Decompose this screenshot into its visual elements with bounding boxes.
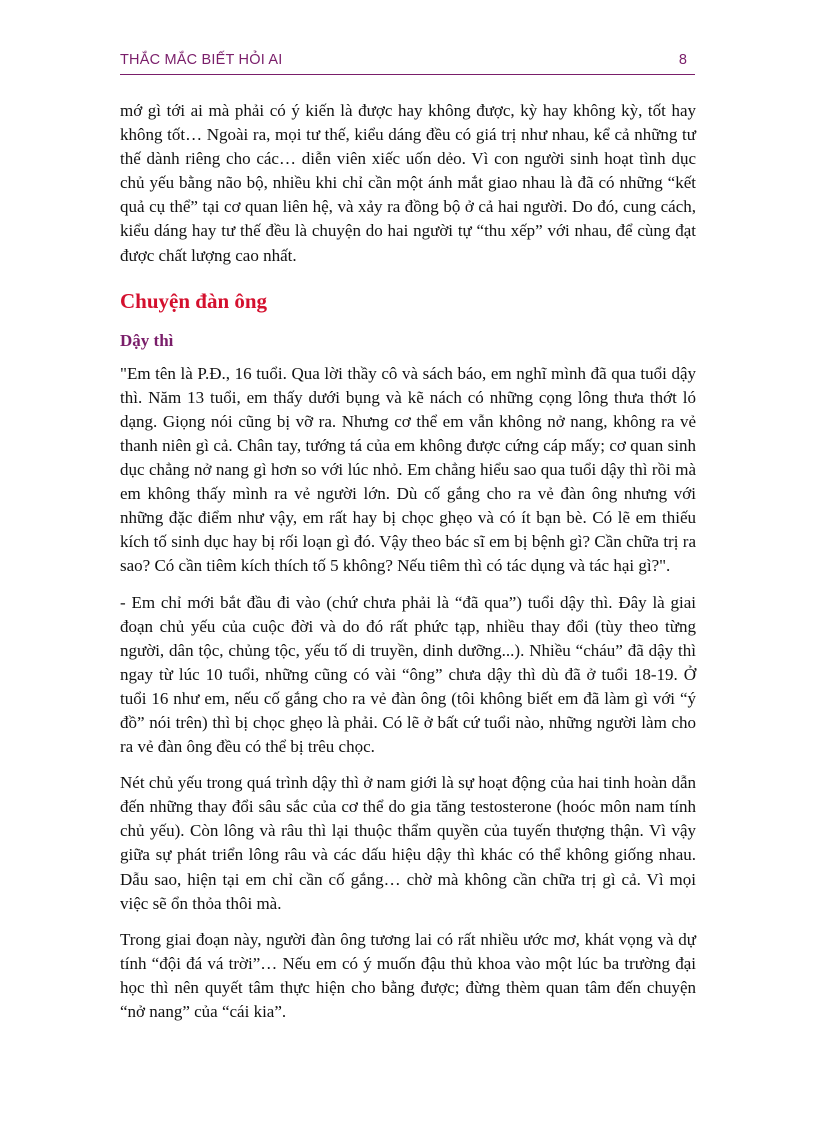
page-number: 8 [678, 52, 687, 68]
page-body [120, 99, 696, 1024]
running-header [120, 50, 695, 75]
intro-paragraph: mớ gì tới ai mà phải có ý kiến là được hay không được, kỳ hay không kỳ, tốt hay không tốt… Ngoài ra, mọi tư thế, kiểu dáng đều có giá trị như nhau, kể cả những tư thế dành riêng cho các… diễn viên xiếc uốn dẻo. Vì con người sinh hoạt tình dục chủ yếu bằng não bộ, nhiều khi chỉ cần một ánh mắt giao nhau là đã có những “kết quả cụ thể” tại cơ quan liên hệ, và xảy ra đồng bộ ở cả hai người. Do đó, cung cách, kiểu dáng hay tư thế đều là chuyện do hai người tự “thu xếp” với nhau, để cùng đạt được chất lượng cao nhất. [120, 101, 696, 265]
body-paragraph: Trong giai đoạn này, người đàn ông tương lai có rất nhiều ước mơ, khát vọng và dự tính “đội đá vá trời”… Nếu em có ý muốn đậu thủ khoa vào một lúc ba trường đại học thì nên quyết tâm thực hiện cho bằng được; đừng thèm quan tâm đến chuyện “nở nang” của “cái kia”. [120, 929, 696, 1021]
running-header-title: THẮC MẮC BIẾT HỎI AI [120, 52, 283, 68]
subsection-heading: Dậy thì [120, 330, 174, 350]
body-paragraph: Nét chủ yếu trong quá trình dậy thì ở nam giới là sự hoạt động của hai tinh hoàn dẫn đến những thay đổi sâu sắc của cơ thể do gia tăng testosterone (hoóc môn nam tính chủ yếu). Còn lông và râu thì lại thuộc thẩm quyền của tuyến thượng thận. Vì vậy giữa sự phát triển lông râu và các dấu hiệu dậy thì khác có thể không giống nhau. Dẫu sao, hiện tại em chỉ cần cố gắng… chờ mà không cần chữa trị gì cả. Vì mọi việc sẽ ổn thỏa thôi mà. [120, 773, 696, 913]
section-heading: Chuyện đàn ông [120, 288, 268, 313]
question-paragraph: "Em tên là P.Đ., 16 tuổi. Qua lời thầy cô và sách báo, em nghĩ mình đã qua tuổi dậy thì. Năm 13 tuổi, em thấy dưới bụng và kẽ nách có những cọng lông thưa thớt ló dạng. Giọng nói cũng bị vỡ ra. Nhưng cơ thể em vẫn không nở nang, không ra vẻ thanh niên gì cả. Chân tay, tướng tá của em không được cứng cáp mấy; cơ quan sinh dục chẳng nở nang gì hơn so với lúc nhỏ. Em chẳng hiểu sao qua tuổi dậy thì rồi mà em không thấy mình ra vẻ người lớn. Dù cố gắng cho ra vẻ đàn ông nhưng với những đặc điểm như vậy, em rất hay bị chọc ghẹo và có ít bạn bè. Có lẽ em thiếu kích tố sinh dục hay bị rối loạn gì đó. Vậy theo bác sĩ em bị bệnh gì? Cần chữa trị ra sao? Có cần tiêm kích thích tố 5 không? Nếu tiêm thì có tác dụng và tác hại gì?". [120, 363, 696, 576]
answer-paragraph: - Em chỉ mới bắt đầu đi vào (chứ chưa phải là “đã qua”) tuổi dậy thì. Đây là giai đoạn chủ yếu của cuộc đời và do đó rất phức tạp, nhiều thay đổi (tùy theo từng người, dân tộc, chủng tộc, yếu tố di truyền, dinh dưỡng...). Nhiều “cháu” đã dậy thì ngay từ lúc 10 tuổi, những cũng có vài “ông” chưa dậy thì dù đã ở tuổi 18-19. Ở tuổi 16 như em, nếu cố gắng cho ra vẻ đàn ông (tôi không biết em đã làm gì với “ý đồ” nói trên) thì bị chọc ghẹo là phải. Có lẽ ở bất cứ tuổi nào, những người làm cho ra vẻ đàn ông đều có thể bị trêu chọc. [120, 592, 696, 757]
